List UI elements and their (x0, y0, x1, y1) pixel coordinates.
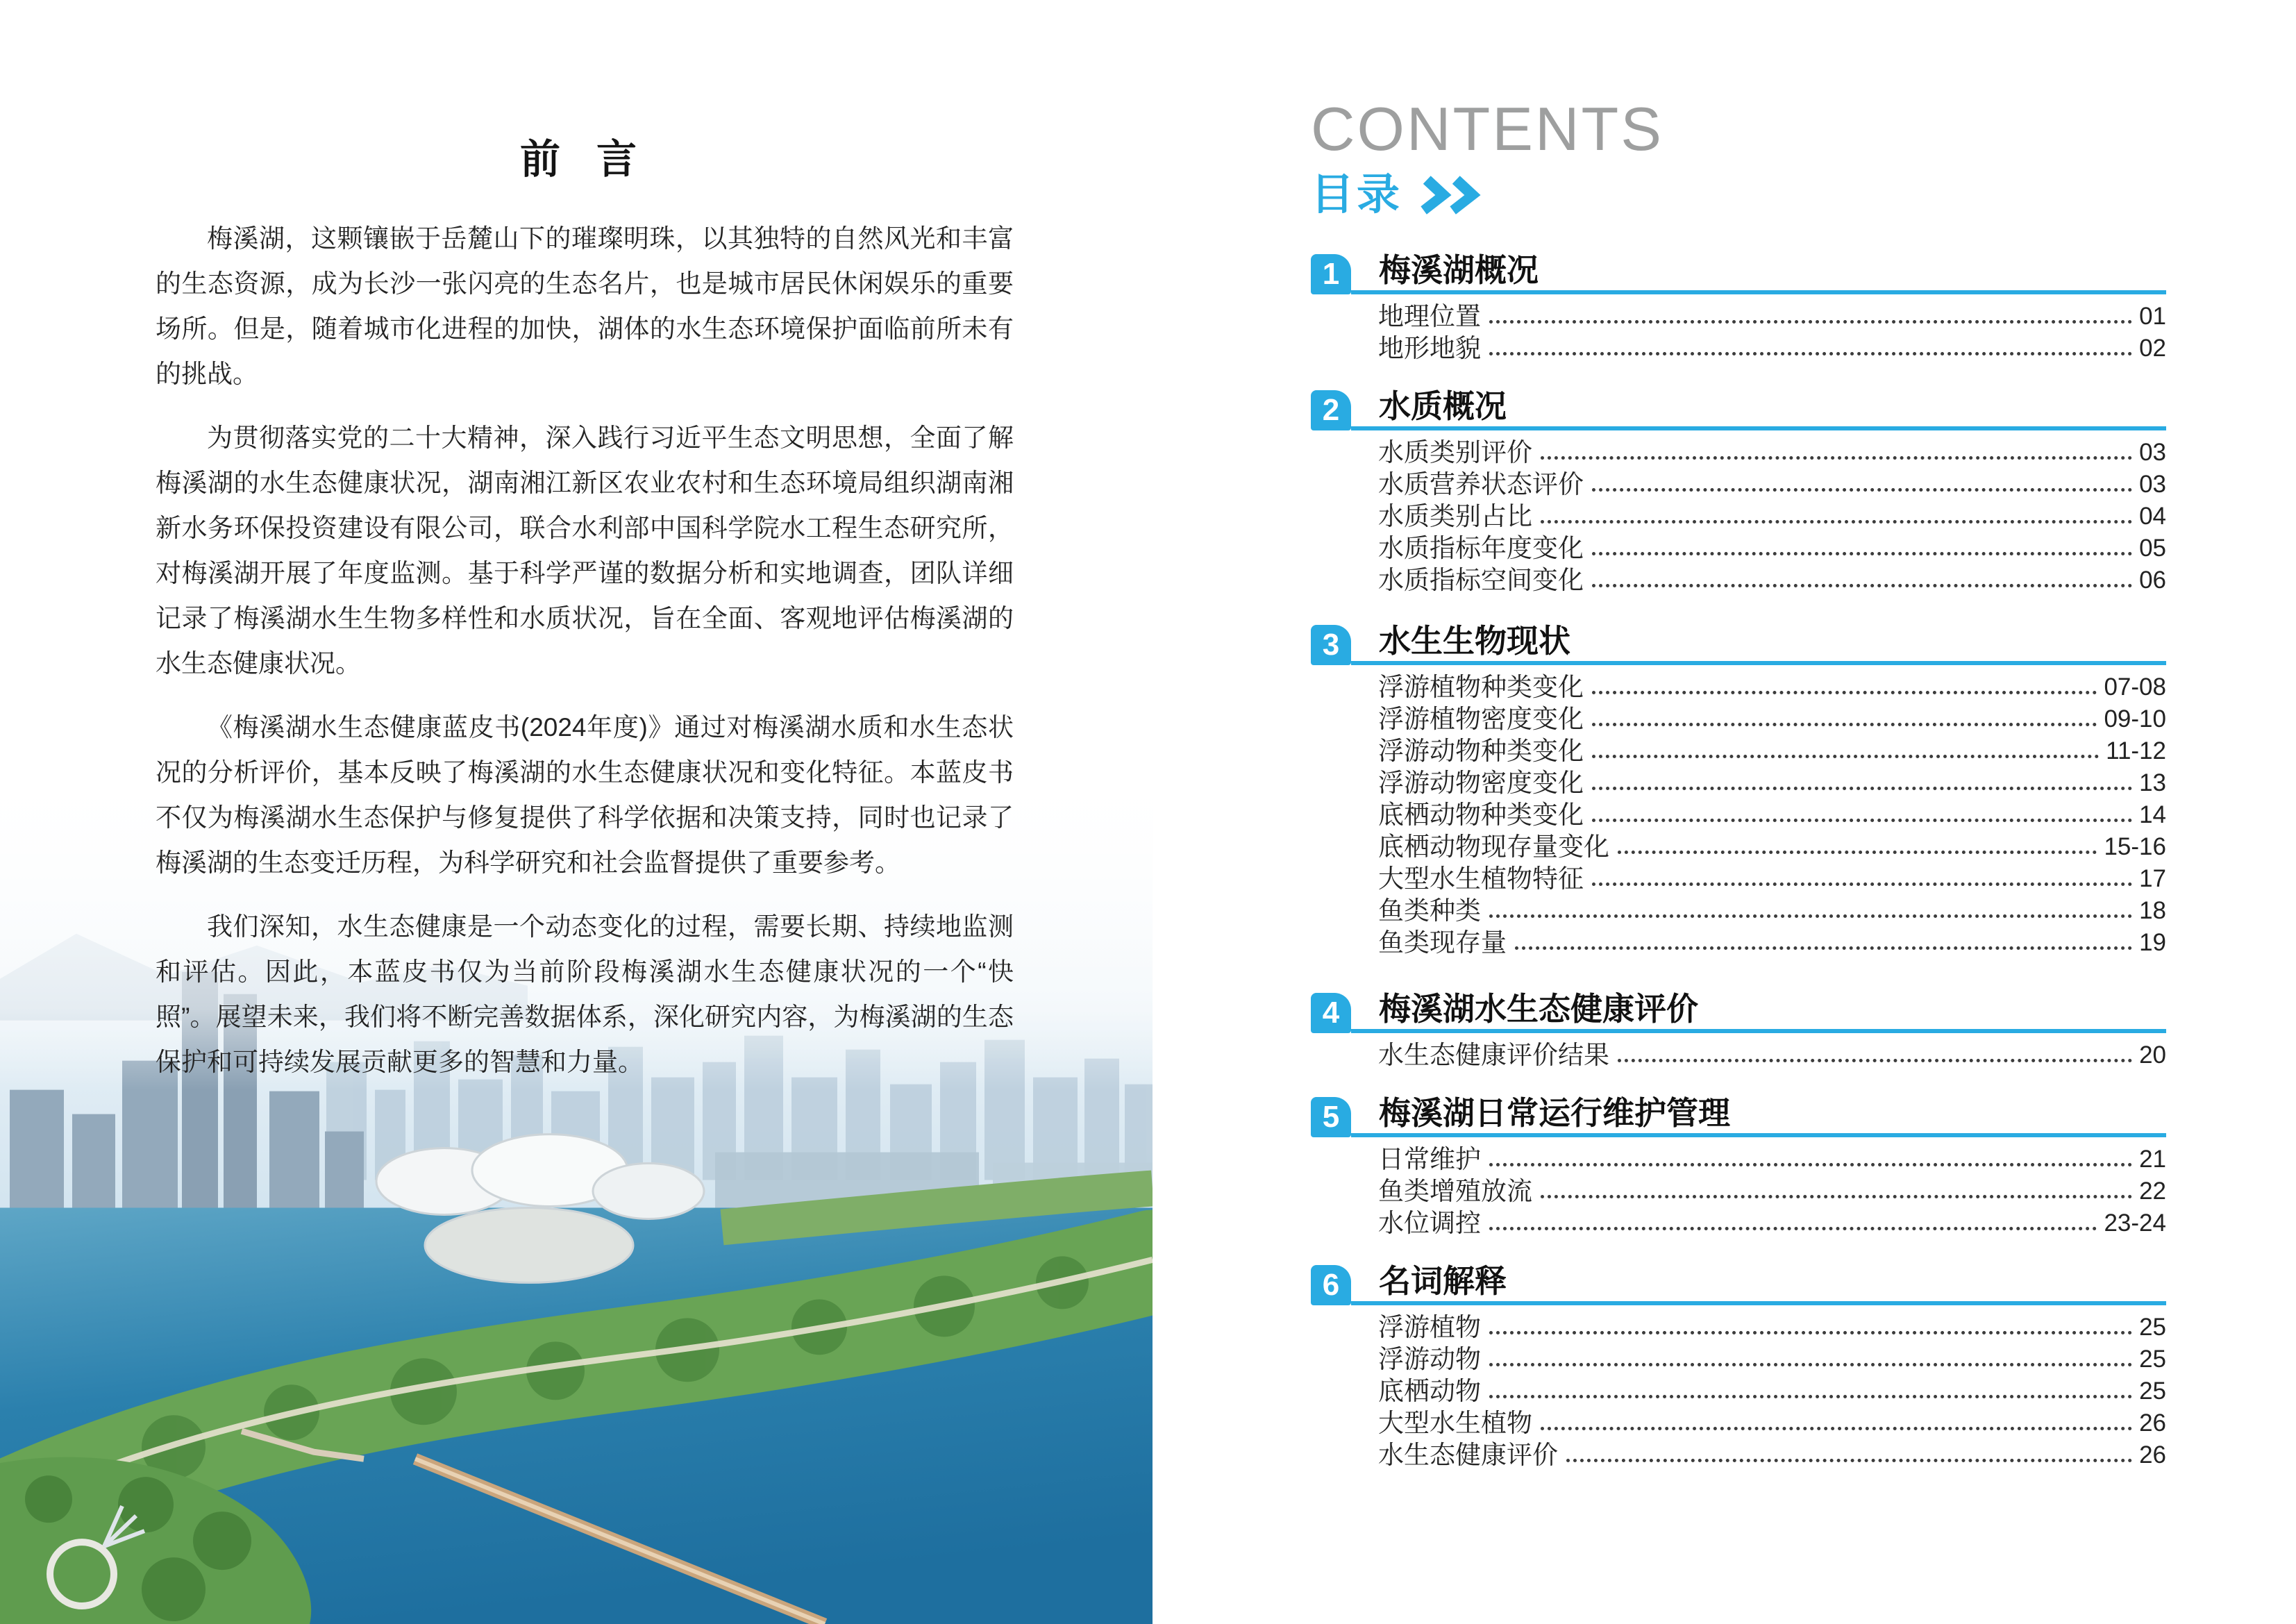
toc-item[interactable] (1378, 862, 2166, 894)
dot-leader (1592, 716, 2097, 726)
toc-section (1311, 1097, 2166, 1239)
toc-item-label: 浮游植物 (1378, 1313, 1481, 1341)
toc-item-label: 地形地貌 (1378, 334, 1481, 362)
preface-paragraph: 我们深知，水生态健康是一个动态变化的过程，需要长期、持续地监测和评估。因此，本蓝皮书仅为当前阶段梅溪湖水生态健康状况的一个“快照”。展望未来，我们将不断完善数据体系，深化研究内容，为梅溪湖的生态保护和可持续发展贡献更多的智慧和力量。 (156, 912, 1014, 1076)
toc-item[interactable] (1378, 564, 2166, 596)
section-number-badge: 3 (1311, 625, 1351, 665)
toc-page-number: 15-16 (2104, 833, 2166, 860)
contents-title-zh: 目录 (1311, 171, 1403, 219)
toc-page-number: 13 (2139, 769, 2166, 796)
toc-item[interactable] (1378, 735, 2166, 767)
toc-item-label: 水质类别占比 (1378, 502, 1532, 530)
toc-item[interactable] (1378, 436, 2166, 468)
toc-page-number: 25 (2139, 1378, 2166, 1405)
toc-item-label: 地理位置 (1378, 302, 1481, 330)
toc-page-number: 25 (2139, 1346, 2166, 1373)
toc-item[interactable] (1378, 926, 2166, 958)
section-number-badge: 2 (1311, 390, 1351, 430)
toc-item-label: 水质指标空间变化 (1378, 566, 1584, 594)
dot-leader (1618, 1052, 2132, 1062)
toc-item-label: 底栖动物 (1378, 1377, 1481, 1405)
toc-item-label: 底栖动物现存量变化 (1378, 832, 1609, 861)
toc-page-number: 05 (2139, 535, 2166, 562)
dot-leader (1541, 449, 2132, 460)
toc-item[interactable] (1378, 1375, 2166, 1407)
toc-section (1311, 390, 2166, 596)
dot-leader (1541, 513, 2132, 524)
toc-item-label: 鱼类现存量 (1378, 928, 1507, 957)
toc-item[interactable] (1378, 1175, 2166, 1207)
section-title: 梅溪湖水生态健康评价 (1379, 991, 1698, 1027)
toc-page-number: 21 (2139, 1146, 2166, 1173)
section-number-badge: 6 (1311, 1265, 1351, 1305)
toc-item[interactable] (1378, 894, 2166, 926)
toc-section (1311, 993, 2166, 1071)
page-title: 前 言 (519, 137, 650, 182)
toc-section (1311, 625, 2166, 958)
toc-item[interactable] (1378, 703, 2166, 735)
toc-item[interactable] (1378, 300, 2166, 332)
toc-page-number: 02 (2139, 335, 2166, 362)
toc-item-label: 水质指标年度变化 (1378, 534, 1584, 562)
section-number-badge: 1 (1311, 254, 1351, 294)
section-number-badge: 4 (1311, 993, 1351, 1033)
toc-item-label: 水质营养状态评价 (1378, 470, 1584, 499)
section-title: 梅溪湖概况 (1379, 252, 1539, 288)
toc-section (1311, 254, 2166, 364)
toc-item[interactable] (1378, 1311, 2166, 1343)
dot-leader (1489, 1356, 2132, 1366)
toc-item[interactable] (1378, 1039, 2166, 1071)
dot-leader (1592, 545, 2132, 555)
toc-item-label: 浮游植物种类变化 (1378, 673, 1584, 701)
dot-leader (1489, 345, 2132, 355)
preface-paragraph: 《梅溪湖水生态健康蓝皮书(2024年度)》通过对梅溪湖水质和水生态状况的分析评价，基本反映了梅溪湖的水生态健康状况和变化特征。本蓝皮书不仅为梅溪湖水生态保护与修复提供了科学依据和决策支持，同时也记录了梅溪湖的生态变迁历程，为科学研究和社会监督提供了重要参考。 (156, 713, 1014, 877)
toc-item-label: 浮游动物种类变化 (1378, 737, 1584, 765)
preface-body (156, 216, 1014, 1085)
dot-leader (1592, 780, 2132, 790)
section-title: 水质概况 (1379, 388, 1507, 424)
toc-item-label: 底栖动物种类变化 (1378, 801, 1584, 829)
toc-page-number: 03 (2139, 471, 2166, 498)
toc-item-label: 鱼类增殖放流 (1378, 1177, 1532, 1205)
contents-title-en: CONTENTS (1311, 94, 1664, 163)
toc-page-number: 14 (2139, 801, 2166, 828)
dot-leader (1592, 876, 2132, 886)
dot-leader (1515, 939, 2132, 950)
section-title: 水生生物现状 (1379, 623, 1570, 659)
toc-item[interactable] (1378, 332, 2166, 364)
toc-page-number: 06 (2139, 567, 2166, 594)
dot-leader (1592, 812, 2132, 822)
toc-page-number: 18 (2139, 897, 2166, 924)
toc-item[interactable] (1378, 1207, 2166, 1239)
dot-leader (1618, 844, 2097, 854)
toc-item-label: 鱼类种类 (1378, 896, 1481, 925)
toc-item[interactable] (1378, 798, 2166, 830)
toc-page-number: 03 (2139, 439, 2166, 466)
toc-page-number: 23-24 (2104, 1209, 2166, 1237)
dot-leader (1489, 1324, 2132, 1334)
toc-item[interactable] (1378, 500, 2166, 532)
toc-item[interactable] (1378, 1439, 2166, 1471)
dot-leader (1541, 1420, 2132, 1430)
toc-item[interactable] (1378, 468, 2166, 500)
toc-item[interactable] (1378, 532, 2166, 564)
toc-page-number: 09-10 (2104, 705, 2166, 733)
toc-page-number: 04 (2139, 503, 2166, 530)
toc-page-number: 19 (2139, 929, 2166, 956)
toc-item[interactable] (1378, 1407, 2166, 1439)
dot-leader (1489, 313, 2132, 324)
dot-leader (1592, 684, 2097, 694)
toc-item-label: 浮游动物 (1378, 1345, 1481, 1373)
toc-page-number: 25 (2139, 1314, 2166, 1341)
toc-item[interactable] (1378, 1343, 2166, 1375)
preface-paragraph: 梅溪湖，这颗镶嵌于岳麓山下的璀璨明珠，以其独特的自然风光和丰富的生态资源，成为长沙一张闪亮的生态名片，也是城市居民休闲娱乐的重要场所。但是，随着城市化进程的加快，湖体的水生态环境保护面临前所未有的挑战。 (156, 224, 1014, 388)
section-number-badge: 5 (1311, 1097, 1351, 1137)
dot-leader (1489, 1220, 2097, 1230)
toc-item-label: 水生态健康评价结果 (1378, 1041, 1609, 1069)
toc-item-label: 水生态健康评价 (1378, 1441, 1558, 1469)
toc-page-number: 26 (2139, 1441, 2166, 1468)
dot-leader (1566, 1452, 2132, 1462)
toc-page-number: 01 (2139, 303, 2166, 330)
toc-page-number: 20 (2139, 1041, 2166, 1069)
toc-page-number: 26 (2139, 1409, 2166, 1437)
toc-item-label: 大型水生植物特征 (1378, 864, 1584, 893)
chevron-double-right-icon (1418, 175, 1490, 215)
dot-leader (1592, 481, 2132, 492)
dot-leader (1489, 1156, 2132, 1166)
dot-leader (1489, 907, 2132, 918)
dot-leader (1592, 748, 2099, 758)
toc-page-number: 22 (2139, 1178, 2166, 1205)
toc-item[interactable] (1378, 671, 2166, 703)
section-title: 名词解释 (1379, 1263, 1507, 1299)
dot-leader (1541, 1188, 2132, 1198)
toc-item-label: 水位调控 (1378, 1209, 1481, 1237)
preface-paragraph: 为贯彻落实党的二十大精神，深入践行习近平生态文明思想，全面了解梅溪湖的水生态健康状况，湖南湘江新区农业农村和生态环境局组织湖南湘新水务环保投资建设有限公司，联合水利部中国科学院水工程生态研究所，对梅溪湖开展了年度监测。基于科学严谨的数据分析和实地调查，团队详细记录了梅溪湖水生生物多样性和水质状况，旨在全面、客观地评估梅溪湖的水生态健康状况。 (156, 424, 1014, 678)
toc-item[interactable] (1378, 830, 2166, 862)
toc-item-label: 水质类别评价 (1378, 438, 1532, 467)
toc-page-number: 11-12 (2106, 737, 2166, 764)
dot-leader (1489, 1388, 2132, 1398)
toc-page-number: 17 (2139, 865, 2166, 892)
section-title: 梅溪湖日常运行维护管理 (1379, 1095, 1730, 1131)
toc-item[interactable] (1378, 1143, 2166, 1175)
toc-page-number: 07-08 (2104, 673, 2166, 701)
toc-item-label: 大型水生植物 (1378, 1409, 1532, 1437)
contents-page (1148, 0, 2296, 1624)
dot-leader (1592, 577, 2132, 587)
toc-item-label: 日常维护 (1378, 1145, 1481, 1173)
toc-item-label: 浮游植物密度变化 (1378, 705, 1584, 733)
toc-section (1311, 1265, 2166, 1471)
toc-item-label: 浮游动物密度变化 (1378, 769, 1584, 797)
toc-item[interactable] (1378, 767, 2166, 798)
